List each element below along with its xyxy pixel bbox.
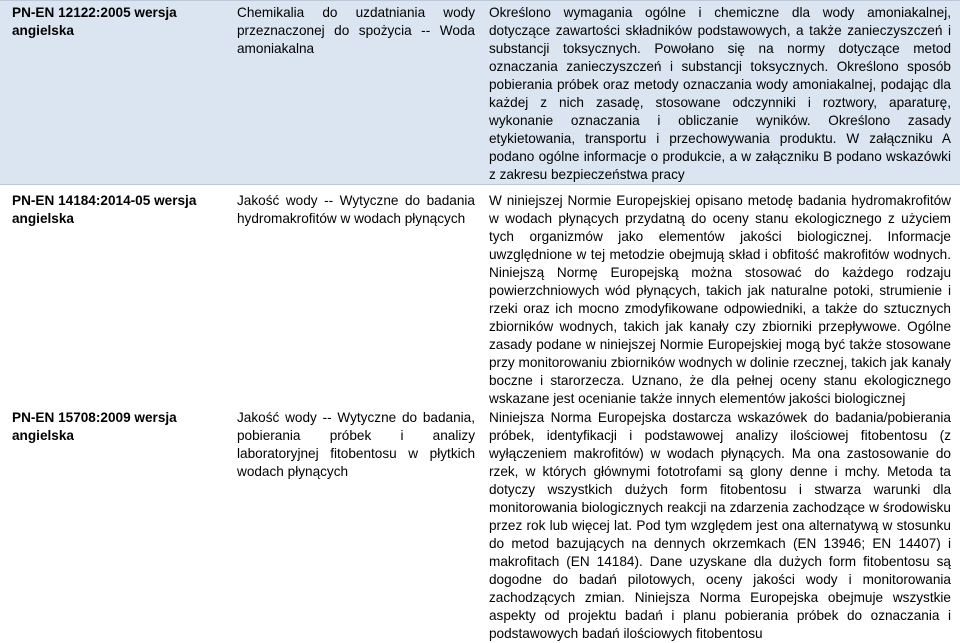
table-row [0,0,960,185]
standard-title: Jakość wody -- Wytyczne do badania hydromakrofitów w wodach płynących [237,193,475,226]
table-row [0,405,960,642]
standard-description: Określono wymagania ogólne i chemiczne dla wody amoniakalnej, dotyczące zawartości składników podstawowych, a także zanieczyszczeń i substancji toksycznych. Powołano się na normy dotyczące metod oznaczania zanieczyszczeń i substancji toksycznych. Określono sposób pobierania próbek oraz metody oznaczania wody amoniakalnej, podając dla każdej z nich zasadę, stosowane odczynniki i roztwory, aparaturę, wykonanie oznaczania i obliczanie wyników. Określono zasady etykietowania, transportu i przechowywania produktu. W załączniku A podano ogólne informacje o produkcie, a w załączniku B podano wskazówki z zakresu bezpieczeństwa pracy [489,5,951,182]
standard-number: PN-EN 14184:2014-05 wersja angielska [12,193,197,226]
table-row [0,188,960,408]
standard-title: Chemikalia do uzdatniania wody przeznaczonej do spożycia -- Woda amoniakalna [237,5,475,56]
standard-number: PN-EN 15708:2009 wersja angielska [12,410,177,443]
standard-number: PN-EN 12122:2005 wersja angielska [12,5,177,38]
standard-description: W niniejszej Normie Europejskiej opisano metodę badania hydromakrofitów w wodach płynących przydatną do oceny stanu ekologicznego z użyciem tych organizmów jako elementów jakości biologicznej. Informacje uwzględnione w tej metodzie obejmują skład i obfitość makrofitów wodnych. Niniejszą Normę Europejską można stosować do każdego rodzaju powierzchniowych wód płynących, takich jak naturalne potoki, strumienie i rzeki oraz ich mocno zmodyfikowane odpowiedniki, a także do sztucznych zbiorników wodnych, takich jak kanały czy zbiorniki przepływowe. Ogólne zasady podane w niniejszej Normie Europejskiej mogą być także stosowane przy monitorowaniu zbiorników wodnych w dolinie rzecznej, takich jak kanały boczne i starorzecza. Uznano, że dla pełnej oceny stanu ekologicznego wskazane jest ocenianie także innych elementów jakości biologicznej [489,193,951,406]
standard-title: Jakość wody -- Wytyczne do badania, pobierania próbek i analizy laboratoryjnej fitobentosu w płytkich wodach płynących [237,410,475,479]
standard-description: Niniejsza Norma Europejska dostarcza wskazówek do badania/pobierania próbek, identyfikacji i podstawowej analizy ilościowej fitobentosu (z wyłączeniem makrofitów) w wodach płynących. Ma ona zastosowanie do rzek, w których głównymi fototrofami są glony denne i mchy. Metoda ta dotyczy wszystkich dużych form fitobentosu i stwarza warunki dla monitorowania biologicznych reakcji na zdarzenia zachodzące w środowisku przez rok lub więcej lat. Pod tym względem jest ona alternatywą w stosunku do metod bazujących na dennych okrzemkach (EN 13946; EN 14407) i makrofitach (EN 14184). Dane uzyskane dla dużych form fitobentosu są dogodne do badań pilotowych, oceny jakości wody i monitorowania zachodzących zmian. Niniejsza Norma Europejska obejmuje wszystkie aspekty od projektu badań i planu pobierania próbek do oznaczania i podstawowych badań ilościowych fitobentosu [489,410,951,641]
